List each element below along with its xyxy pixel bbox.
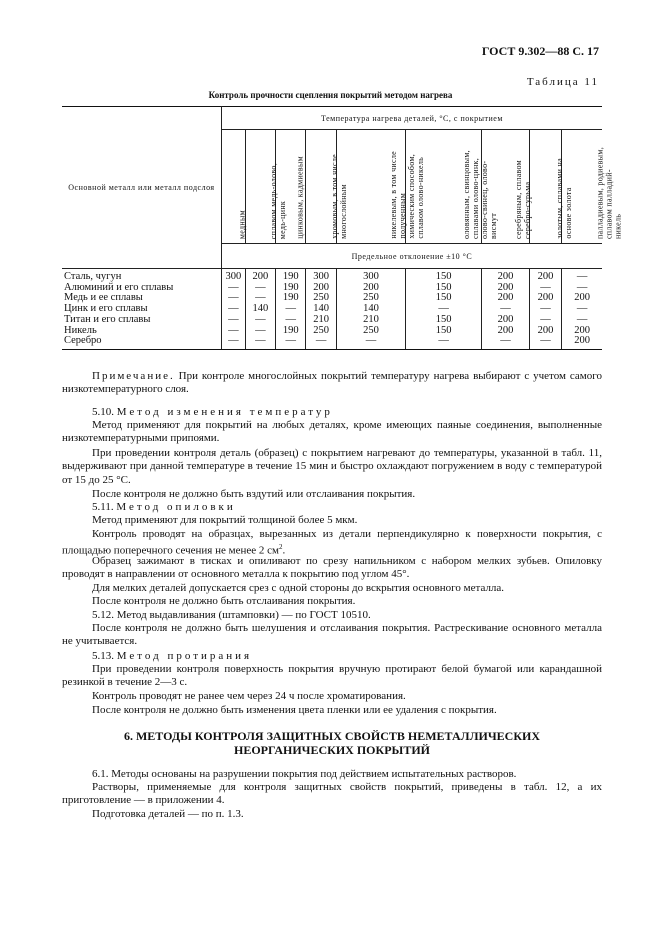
temperature-cell: 200 <box>306 283 336 294</box>
metal-name-cell: Медь и ее сплавы <box>62 293 221 304</box>
temperature-cell: — <box>562 304 602 315</box>
temperature-cell: — <box>221 326 245 337</box>
temperature-cell: 200 <box>482 326 530 337</box>
temperature-cell: 200 <box>562 293 602 304</box>
temperature-cell: 200 <box>482 315 530 326</box>
temperature-cell: — <box>276 315 306 326</box>
temperature-cell: 140 <box>245 304 275 315</box>
temperature-cell: 150 <box>406 283 482 294</box>
temperature-cell: 210 <box>336 315 405 326</box>
temperature-cell: 190 <box>276 269 306 283</box>
temperature-cell: — <box>245 315 275 326</box>
page-header: ГОСТ 9.302—88 С. 17 <box>481 44 599 58</box>
paragraph: Подготовка деталей — по п. 1.3. <box>92 808 244 820</box>
temperature-cell: 150 <box>406 293 482 304</box>
temperature-cell: 140 <box>306 304 336 315</box>
temperature-cell: 200 <box>482 293 530 304</box>
temperature-cell: — <box>276 336 306 349</box>
table-row <box>62 269 602 283</box>
temperature-cell: 150 <box>406 326 482 337</box>
temperature-cell: 190 <box>276 293 306 304</box>
temperature-cell: 140 <box>336 304 405 315</box>
temperature-cell: 200 <box>482 269 530 283</box>
section-5-12-title: 5.12. Метод выдавливания (штамповки) — по ГОСТ 10510. <box>92 609 371 621</box>
temperature-cell: — <box>406 336 482 349</box>
temperature-cell: 300 <box>221 269 245 283</box>
paragraph: После контроля не должно быть изменения цвета пленки или ее удаления с покрытия. <box>92 704 497 716</box>
metal-name-cell: Серебро <box>62 336 221 349</box>
temperature-cell: — <box>245 326 275 337</box>
temperature-cell: 200 <box>562 336 602 349</box>
table-row <box>62 336 602 349</box>
temperature-cell: 200 <box>529 269 562 283</box>
coating-column-header: оловянным, свинцовым, сплавами олово-цинк, олово-свинец, олово- висмут <box>406 130 482 244</box>
paragraph: После контроля не должно быть шелушения и отслаивания покрытия. Растрескивание основного металла не учитывается. <box>62 622 602 648</box>
table-row <box>62 326 602 337</box>
temperature-cell: 250 <box>306 326 336 337</box>
temperature-cell: 200 <box>336 283 405 294</box>
paragraph: При проведении контроля поверхность покрытия вручную протирают белой бумагой или карандашной резинкой в течение 2—3 с. <box>62 663 602 689</box>
temperature-cell: — <box>245 336 275 349</box>
temperature-cell: — <box>406 304 482 315</box>
metal-name-cell: Цинк и его сплавы <box>62 304 221 315</box>
coating-column-header: палладиевым, родиевым, сплавом палладий- никель <box>562 130 602 244</box>
metal-name-cell: Алюминий и его сплавы <box>62 283 221 294</box>
temperature-cell: 200 <box>482 283 530 294</box>
temperature-cell: — <box>306 336 336 349</box>
temperature-cell: 300 <box>306 269 336 283</box>
temperature-cell: 210 <box>306 315 336 326</box>
temperature-cell: — <box>562 315 602 326</box>
paragraph: После контроля не должно быть отслаивания покрытия. <box>92 595 356 607</box>
coating-column-header: золотым, сплавами на основе золота <box>529 130 562 244</box>
paragraph: Метод применяют для покрытий толщиной более 5 мкм. <box>92 514 358 526</box>
paragraph: Растворы, применяемые для контроля защитных свойств покрытий, приведены в табл. 12, а их приготовление — в приложении 4. <box>62 781 602 807</box>
temperature-cell: 300 <box>336 269 405 283</box>
temperature-cell: — <box>221 315 245 326</box>
metal-name-cell: Титан и его сплавы <box>62 315 221 326</box>
temperature-cell: — <box>562 283 602 294</box>
temperature-cell: — <box>221 283 245 294</box>
coating-column-header: сплавом медь-олово, медь-цинк <box>245 130 275 244</box>
temperature-cell: 200 <box>562 326 602 337</box>
temperature-cell: — <box>562 269 602 283</box>
coating-column-header: никелевым, в том числе полученным химическим способом, сплавом олово-никель <box>336 130 405 244</box>
paragraph: После контроля не должно быть вздутий или отслаивания покрытия. <box>92 488 416 500</box>
metal-name-cell: Сталь, чугун <box>62 269 221 283</box>
temperature-cell: 190 <box>276 283 306 294</box>
paragraph: 6.1. Методы основаны на разрушении покрытия под действием испытательных растворов. <box>92 768 517 780</box>
paragraph: Контроль проводят не ранее чем через 24 ч после хроматирования. <box>92 690 406 702</box>
temperature-header: Температура нагрева деталей, °С, с покрытием <box>221 107 602 130</box>
temperature-cell: 200 <box>245 269 275 283</box>
temperature-cell: 190 <box>276 326 306 337</box>
base-metal-header: Основной металл или металл подслоя <box>62 107 221 269</box>
temperature-cell: — <box>482 304 530 315</box>
temperature-cell: — <box>221 293 245 304</box>
paragraph: Контроль проводят на образцах, вырезанных из детали перпендикулярно к поверхности покрытия, с площадью поперечного сечения не менее 2 $см^2$. <box>62 528 602 558</box>
deviation-header: Предельное отклонение ±10 °С <box>221 244 602 269</box>
temperature-cell: — <box>529 315 562 326</box>
paragraph: Образец зажимают в тисках и опиливают по срезу напильником с набором мелких зубьев. Опиловку проводят в направлении от основного металла к покрытию под углом 45°. <box>62 555 602 581</box>
temperature-cell: — <box>245 293 275 304</box>
temperature-cell: — <box>221 336 245 349</box>
metal-name-cell: Никель <box>62 326 221 337</box>
section-6-title: 6. МЕТОДЫ КОНТРОЛЯ ЗАЩИТНЫХ СВОЙСТВ НЕМЕТАЛЛИЧЕСКИХ НЕОРГАНИЧЕСКИХ ПОКРЫТИЙ <box>123 729 541 757</box>
paragraph: Для мелких деталей допускается срез с одной стороны до вскрытия основного металла. <box>92 582 505 594</box>
section-5-10-title: 5.10. Метод изменения температур <box>92 406 333 418</box>
table-note: Примечание. При контроле многослойных покрытий температуру нагрева выбирают с учетом самого низкотемпературного слоя. <box>62 370 602 396</box>
temperature-cell: — <box>529 304 562 315</box>
paragraph: Метод применяют для покрытий на любых деталях, кроме имеющих паяные соединения, выполненные низкотемпературными припоями. <box>62 419 602 445</box>
temperature-cell: — <box>276 304 306 315</box>
temperature-cell: 150 <box>406 269 482 283</box>
temperature-cell: 200 <box>529 326 562 337</box>
temperature-cell: — <box>336 336 405 349</box>
heating-table <box>62 106 623 350</box>
coating-column-header: медным <box>221 130 245 244</box>
coating-column-header: серебряным, сплавом серебро-сурьма <box>482 130 530 244</box>
section-5-11-title: 5.11. Метод опиловки <box>92 501 236 513</box>
temperature-cell: — <box>221 304 245 315</box>
temperature-cell: 250 <box>336 326 405 337</box>
temperature-cell: — <box>482 336 530 349</box>
coating-column-header: хромовым, в том числе многослойным <box>306 130 336 244</box>
table-caption: Контроль прочности сцепления покрытий методом нагрева <box>208 90 453 100</box>
coating-column-header: цинковым, кадмиевым <box>276 130 306 244</box>
temperature-cell: — <box>245 283 275 294</box>
temperature-cell: — <box>529 336 562 349</box>
temperature-cell: 250 <box>336 293 405 304</box>
paragraph: При проведении контроля деталь (образец) с покрытием нагревают до температуры, указанной в табл. 11, выдерживают при данной температуре в течение 15 мин и быстро охлаждают погружением в воду с температурой от 15 до 25 °С. <box>62 447 602 486</box>
section-5-13-title: 5.13. Метод протирания <box>92 650 253 662</box>
temperature-cell: 200 <box>529 293 562 304</box>
table-row <box>62 315 602 326</box>
table-number: Таблица 11 <box>526 76 599 88</box>
temperature-cell: — <box>529 283 562 294</box>
temperature-cell: 250 <box>306 293 336 304</box>
table-row <box>62 283 602 294</box>
temperature-cell: 150 <box>406 315 482 326</box>
